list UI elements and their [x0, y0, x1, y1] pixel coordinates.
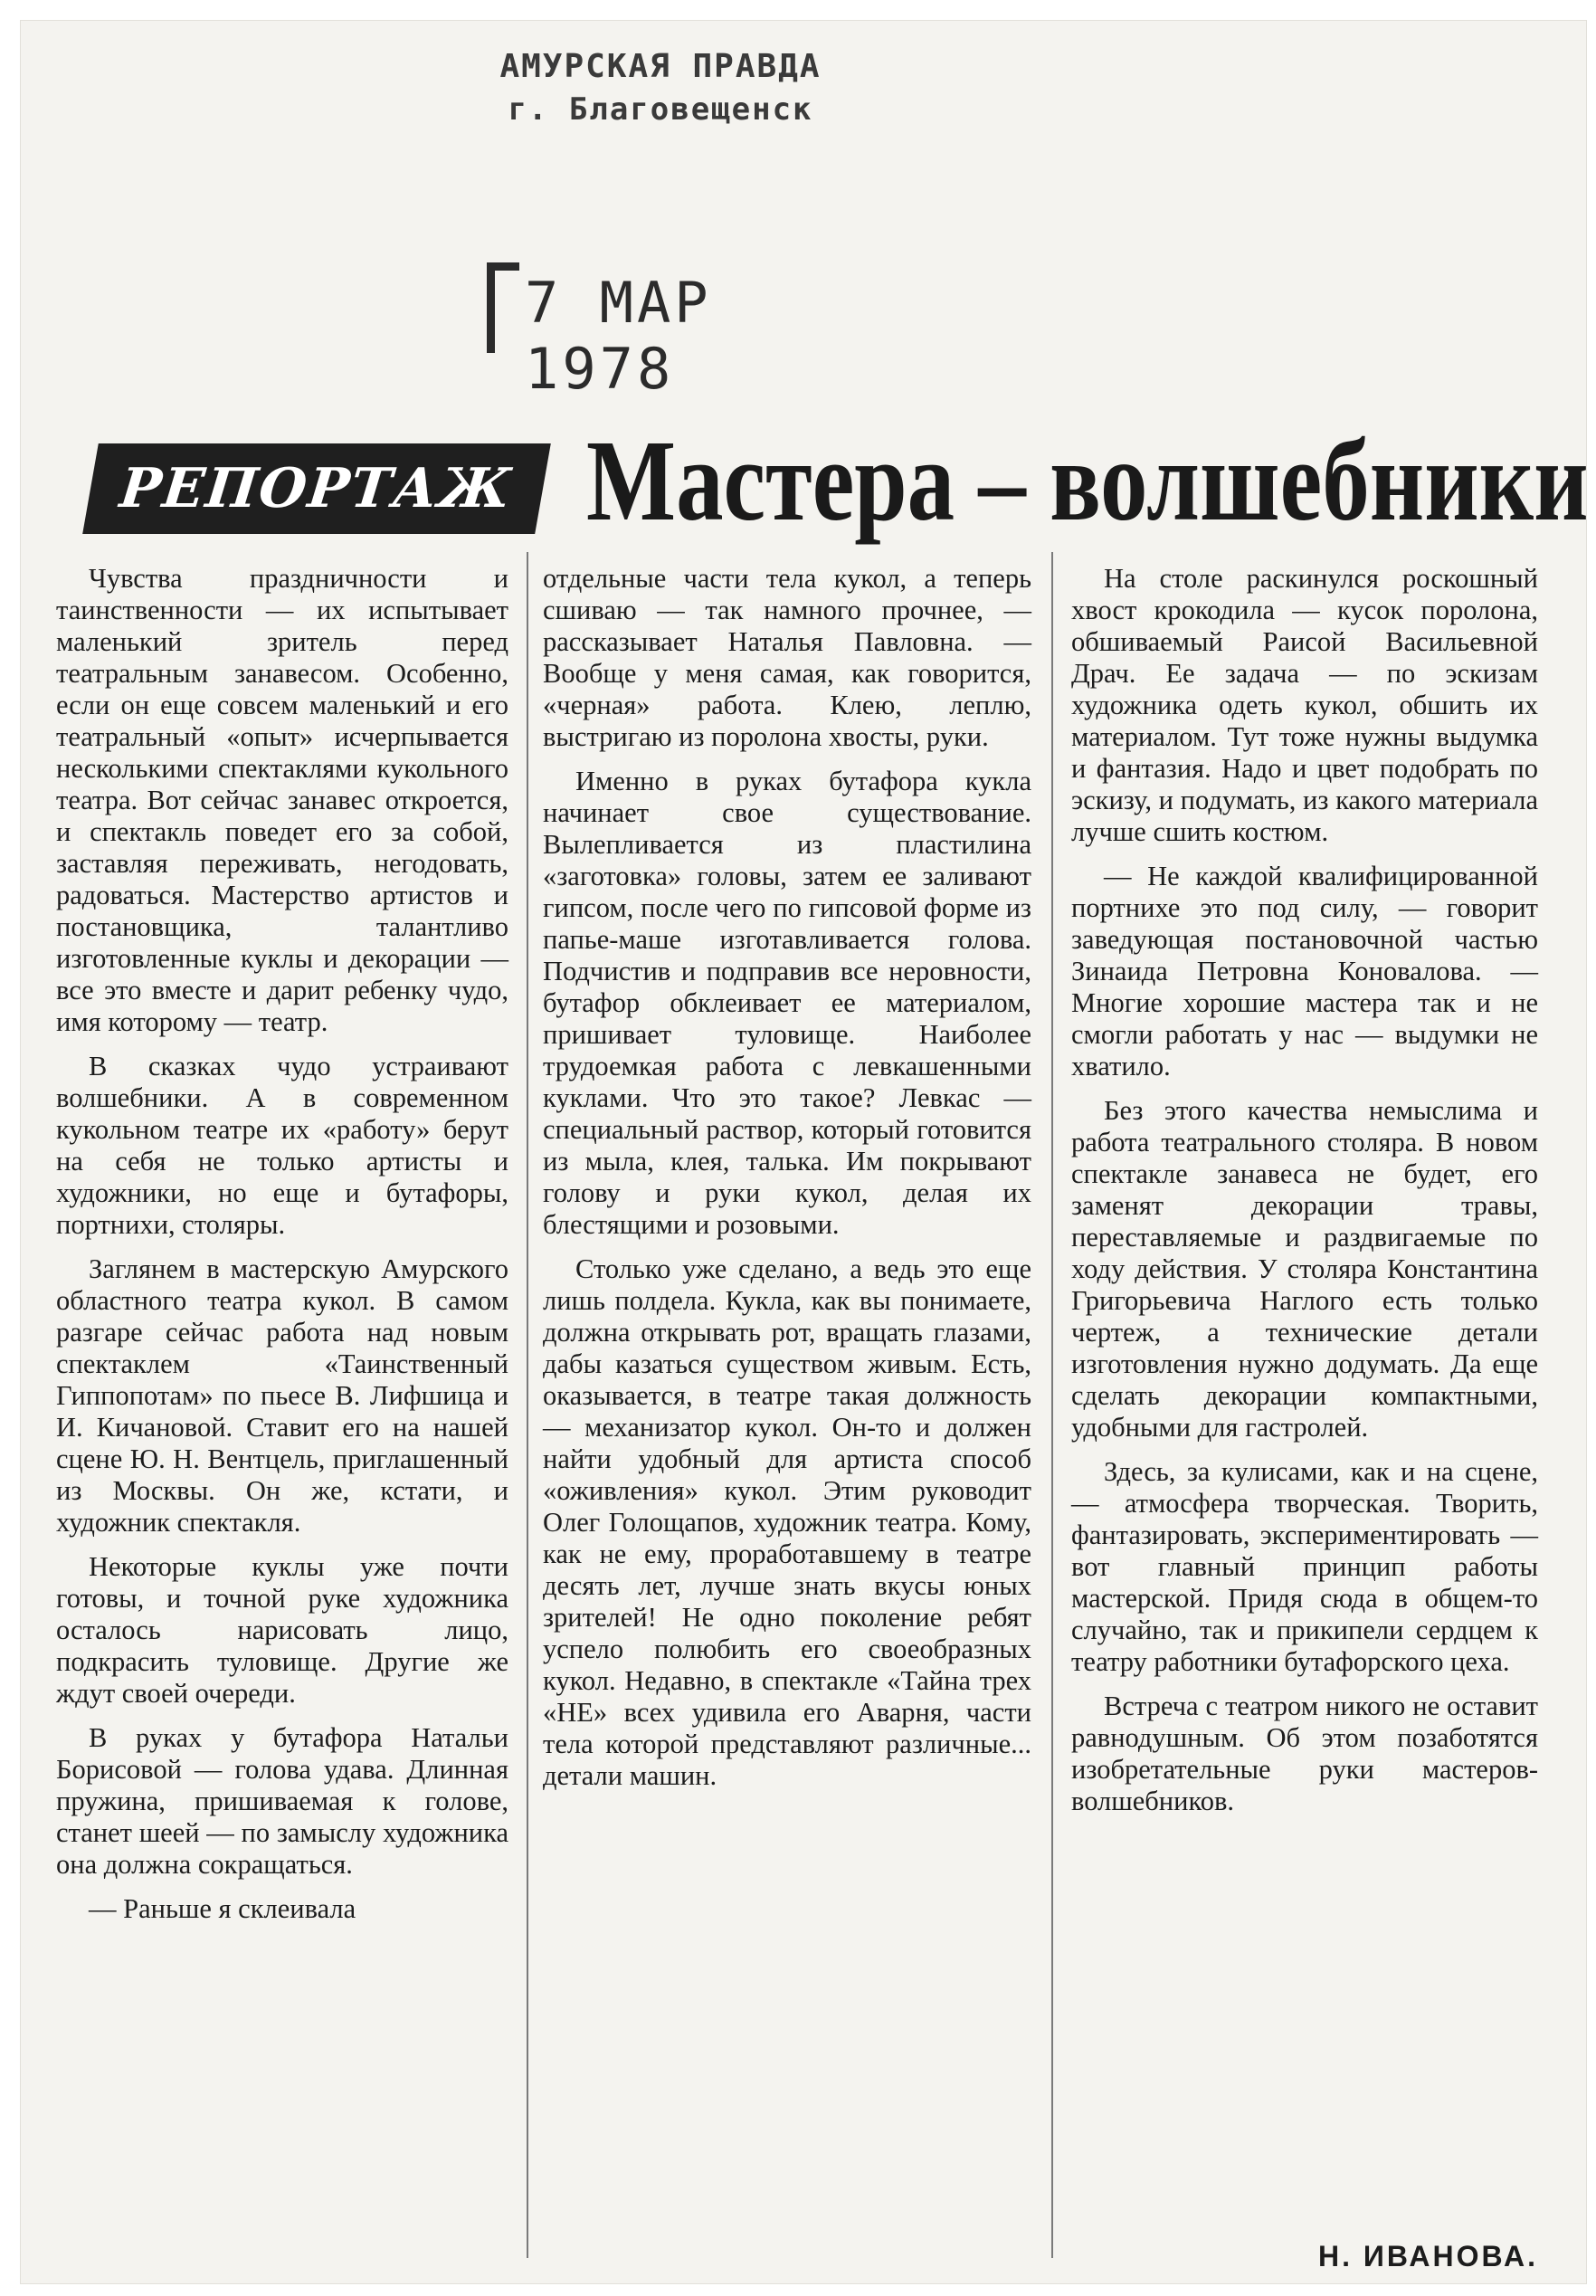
paragraph: В руках у бутафора Натальи Борисовой — голова удава. Длинная пружина, пришиваемая к голове, станет шеей — по замыслу художника она должна сокращаться. [56, 1722, 508, 1880]
paragraph: Без этого качества немыслима и работа театрального столяра. В новом спектакле занавеса не будет, его заменят декорации травы, переставляемые и раздвигаемые по ходу действия. У столяра Константина Григорьевича Наглого есть только чертеж, а технические детали изготовления нужно додумать. Да еще сделать декорации компактными, удобными для гастролей. [1071, 1095, 1538, 1443]
stamp-city: г. Благовещенск [508, 91, 813, 128]
date-stamp-text: 7 МАР 1978 [525, 270, 712, 402]
paragraph: — Не каждой квалифицированной портнихе это под силу, — говорит заведующая постановочной частью Зинаида Петровна Коновалова. — Многие хорошие мастера так и не смогли работать у нас — выдумки не хватило. [1071, 861, 1538, 1081]
article-column-2 [543, 563, 1031, 1805]
article-headline: Мастера – волшебники [586, 416, 1589, 545]
paragraph: На столе раскинулся роскошный хвост крокодила — кусок поролона, обшиваемый Раисой Васильевной Драч. Ее задача — по эскизам художника одеть кукол, обшить их материалом. Тут тоже нужны выдумка и фантазия. Надо и цвет подобрать по эскизу, и подумать, из какого материала лучше сшить костюм. [1071, 563, 1538, 847]
date-stamp [478, 262, 894, 402]
paragraph: В сказках чудо устраивают волшебники. А в современном кукольном театре их «работу» берут на себя не только артисты и художники, но еще и бутафоры, портнихи, столяры. [56, 1051, 508, 1240]
paragraph: Именно в руках бутафора кукла начинает свое существование. Вылепливается из пластилина «заготовка» головы, затем ее заливают гипсом, после чего по гипсовой форме из папье-маше изготавливается голова. Подчистив и подправив все неровности, бутафор обклеивает ее материалом, пришивает туловище. Наиболее трудоемкая работа с левкашенными куклами. Что это такое? Левкас — специальный раствор, который готовится из мыла, клея, талька. Им покрывают голову и руки кукол, делая их блестящими и розовыми. [543, 766, 1031, 1240]
date-stamp-mark [487, 262, 519, 353]
paragraph: Заглянем в мастерскую Амурского областного театра кукол. В самом разгаре сейчас работа над новым спектаклем «Таинственный Гиппопотам» по пьесе В. Лифшица и И. Кичановой. Ставит его на нашей сцене Ю. Н. Вентцель, приглашенный из Москвы. Он же, кстати, и художник спектакля. [56, 1253, 508, 1538]
paragraph: Чувства праздничности и таинственности — их испытывает маленький зритель перед театральным занавесом. Особенно, если он еще совсем маленький и его театральный «опыт» исчерпывается несколькими спектаклями кукольного театра. Вот сейчас занавес откроется, и спектакль поведет его за собой, заставляя переживать, негодовать, радоваться. Мастерство артистов и постановщика, талантливо изготовленные куклы и декорации — все это вместе и дарит ребенку чудо, имя которому — театр. [56, 563, 508, 1037]
rubric-label [82, 443, 551, 534]
paragraph: Здесь, за кулисами, как и на сцене, — атмосфера творческая. Творить, фантазировать, экспериментировать — вот главный принцип работы мастерской. Придя сюда в общем-то случайно, так и прикипели сердцем к театру работники бутафорского цеха. [1071, 1456, 1538, 1677]
paragraph: Столько уже сделано, а ведь это еще лишь полдела. Кукла, как вы понимаете, должна открывать рот, вращать глазами, дабы казаться существом живым. Есть, оказывается, в театре такая должность — механизатор кукол. Он-то и должен найти удобный для артиста способ «оживления» кукол. Этим руководит Олег Голощапов, художник театра. Кому, как не ему, проработавшему в театре десять лет, лучше знать вкусы юных зрителей! Не одно поколение ребят успело полюбить его своеобразных кукол. Недавно, в спектакле «Тайна трех «НЕ» всех удивила его Аварня, части тела которой представляют различные... детали машин. [543, 1253, 1031, 1791]
article-column-3 [1071, 563, 1538, 1830]
author-byline: Н. ИВАНОВА. [1317, 2240, 1538, 2272]
paragraph: Встреча с театром никого не оставит равнодушным. Об этом позаботятся изобретательные руки мастеров-волшебников. [1071, 1691, 1538, 1816]
paragraph: Некоторые куклы уже почти готовы, и точной руке художника осталось нарисовать лицо, подкрасить туловище. Другие же ждут своей очереди. [56, 1551, 508, 1709]
newspaper-stamp [470, 45, 850, 130]
rubric-text: РЕПОРТАЖ [117, 457, 517, 520]
paragraph: — Раньше я склеивала [89, 1893, 356, 1924]
stamp-paper-name: АМУРСКАЯ ПРАВДА [499, 48, 822, 85]
paragraph: отдельные части тела кукол, а теперь сшиваю — так намного прочнее, — рассказывает Наталья Павловна. — Вообще у меня самая, как говорится, «черная» работа. Клею, леплю, выстригаю из поролона хвосты, руки. [543, 563, 1031, 752]
article-column-1 [56, 563, 508, 1938]
column-divider [527, 552, 528, 2258]
column-divider [1051, 552, 1053, 2258]
